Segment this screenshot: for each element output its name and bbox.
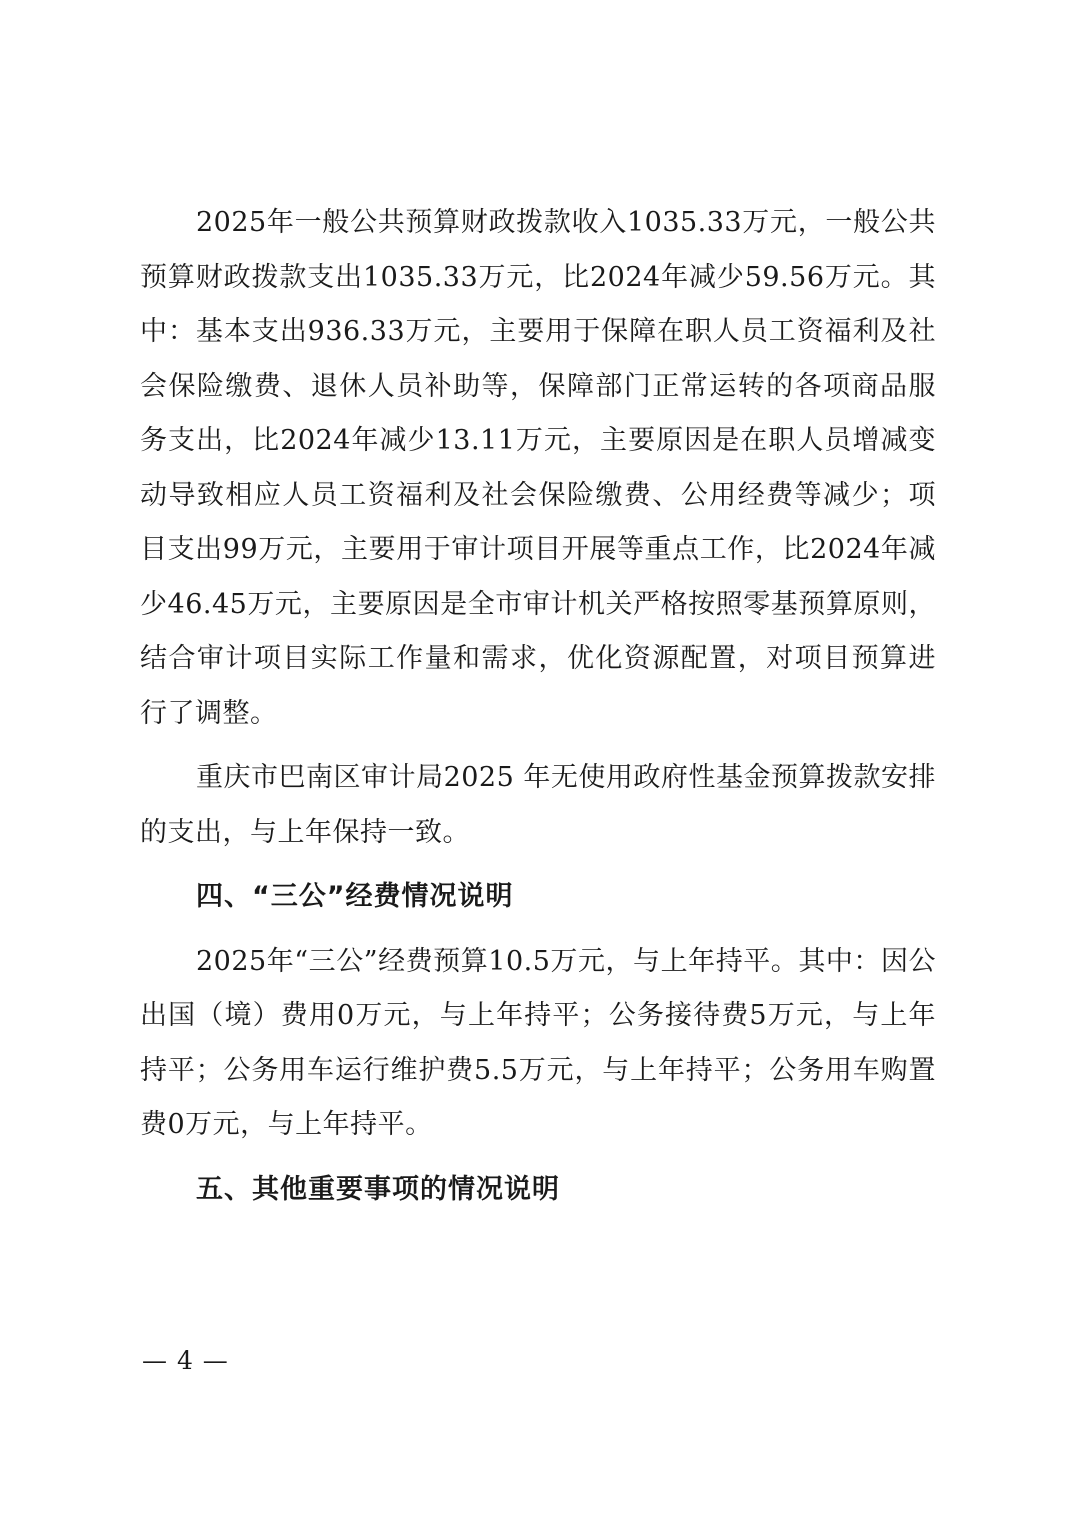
paragraph-three-public-expenses: 2025年“三公”经费预算10.5万元，与上年持平。其中：因公出国（境）费用0万元，与上年持平；公务接待费5万元，与上年持平；公务用车运行维护费5.5万元，与上年持平；公务用车购置费0万元，与上年持平。 bbox=[140, 945, 936, 1140]
paragraph-budget-expenditure: 2025年一般公共预算财政拨款收入1035.33万元，一般公共预算财政拨款支出1035.33万元，比2024年减少59.56万元。其中：基本支出936.33万元，主要用于保障在职人员工资福利及社会保险缴费、退休人员补助等，保障部门正常运转的各项商品服务支出，比2024年减少13.11万元，主要原因是在职人员增减变动导致相应人员工资福利及社会保险缴费、公用经费等减少；项目支出99万元，主要用于审计项目开展等重点工作，比2024年减少46.45万元，主要原因是全市审计机关严格按照零基预算原则，结合审计项目实际工作量和需求，优化资源配置，对项目预算进行了调整。 bbox=[140, 207, 936, 729]
section-heading-other-matters: 五、其他重要事项的情况说明 bbox=[196, 1173, 560, 1205]
document-body bbox=[140, 196, 936, 1217]
section-heading-three-public-expenses: 四、“三公”经费情况说明 bbox=[196, 881, 514, 912]
paragraph-government-fund: 重庆市巴南区审计局2025 年无使用政府性基金预算拨款安排的支出，与上年保持一致。 bbox=[140, 762, 936, 848]
page-number: — 4 — bbox=[142, 1346, 229, 1375]
